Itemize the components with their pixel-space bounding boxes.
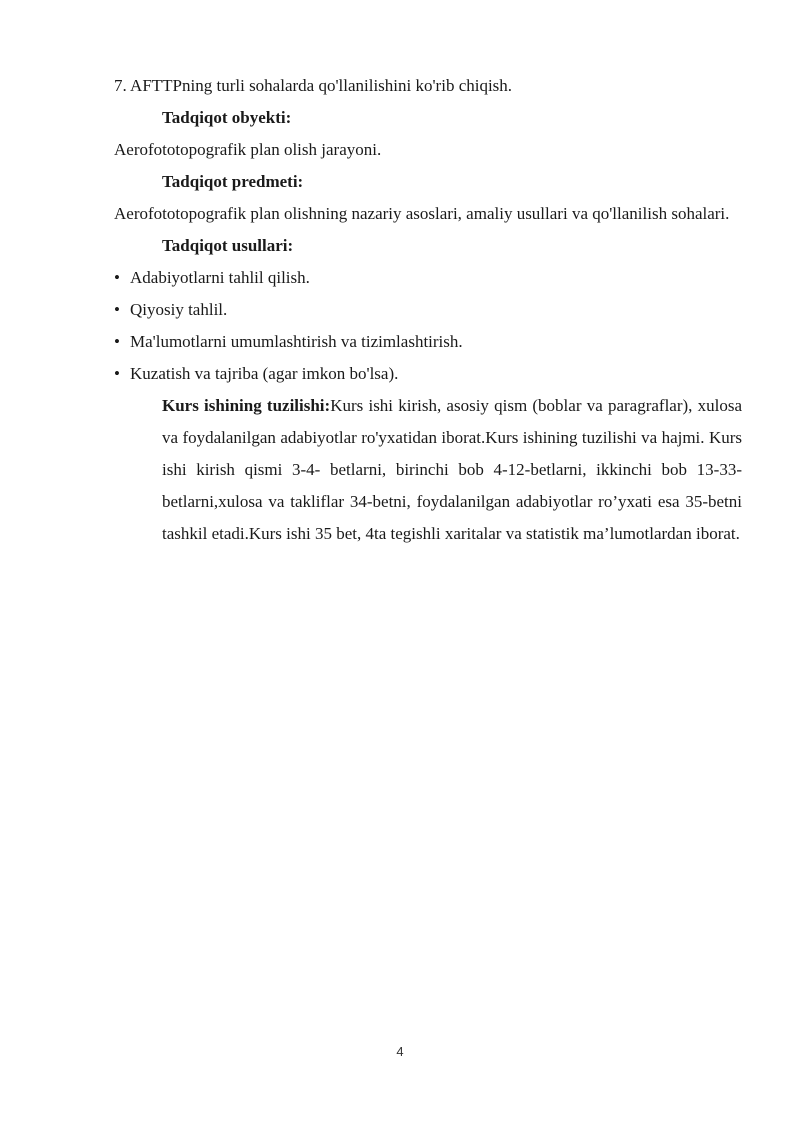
- subject-text: Aerofototopografik plan olishning nazariy asoslari, amaliy usullari va qo'llanilish sohalari.: [114, 204, 730, 223]
- methods-list: [114, 262, 742, 390]
- page-number: 4: [396, 1044, 404, 1059]
- bullet-icon: •: [114, 332, 120, 351]
- object-heading: Tadqiqot obyekti:: [162, 108, 292, 127]
- list-item: [114, 262, 742, 294]
- intro-list-item: 7. AFTTPning turli sohalarda qo'llanilishini ko'rib chiqish.: [114, 76, 513, 95]
- structure-text: Kurs ishi kirish, asosiy qism (boblar va paragraflar), xulosa va foydalanilgan adabiyotlar ro'yxatidan iborat.Kurs ishining tuzilishi va hajmi. Kurs ishi kirish qismi 3-4- betlarni, birinchi bob 4-12-betlarni, ikkinchi bob 13-33-betlarni,xulosa va takliflar 34-betni, foydalanilgan adabiyotlar ro’yxati esa 35-betni tashkil etadi.Kurs ishi 35 bet, 4ta tegishli xaritalar va statistik ma’lumotlardan iborat.: [162, 396, 742, 543]
- list-item-text: Qiyosiy tahlil.: [130, 300, 228, 319]
- list-item-text: Kuzatish va tajriba (agar imkon bo'lsa).: [130, 364, 399, 383]
- document-page: [114, 70, 742, 550]
- subject-heading: Tadqiqot predmeti:: [162, 172, 304, 191]
- object-text: Aerofototopografik plan olish jarayoni.: [114, 140, 382, 159]
- bullet-icon: •: [114, 364, 120, 383]
- methods-heading: Tadqiqot usullari:: [162, 236, 294, 255]
- bullet-icon: •: [114, 300, 120, 319]
- structure-heading: Kurs ishining tuzilishi:: [162, 396, 331, 415]
- bullet-icon: •: [114, 268, 120, 287]
- list-item: [114, 294, 742, 326]
- list-item: [114, 358, 742, 390]
- list-item: [114, 326, 742, 358]
- structure-paragraph: [114, 390, 742, 550]
- list-item-text: Adabiyotlarni tahlil qilish.: [130, 268, 310, 287]
- list-item-text: Ma'lumotlarni umumlashtirish va tizimlashtirish.: [130, 332, 463, 351]
